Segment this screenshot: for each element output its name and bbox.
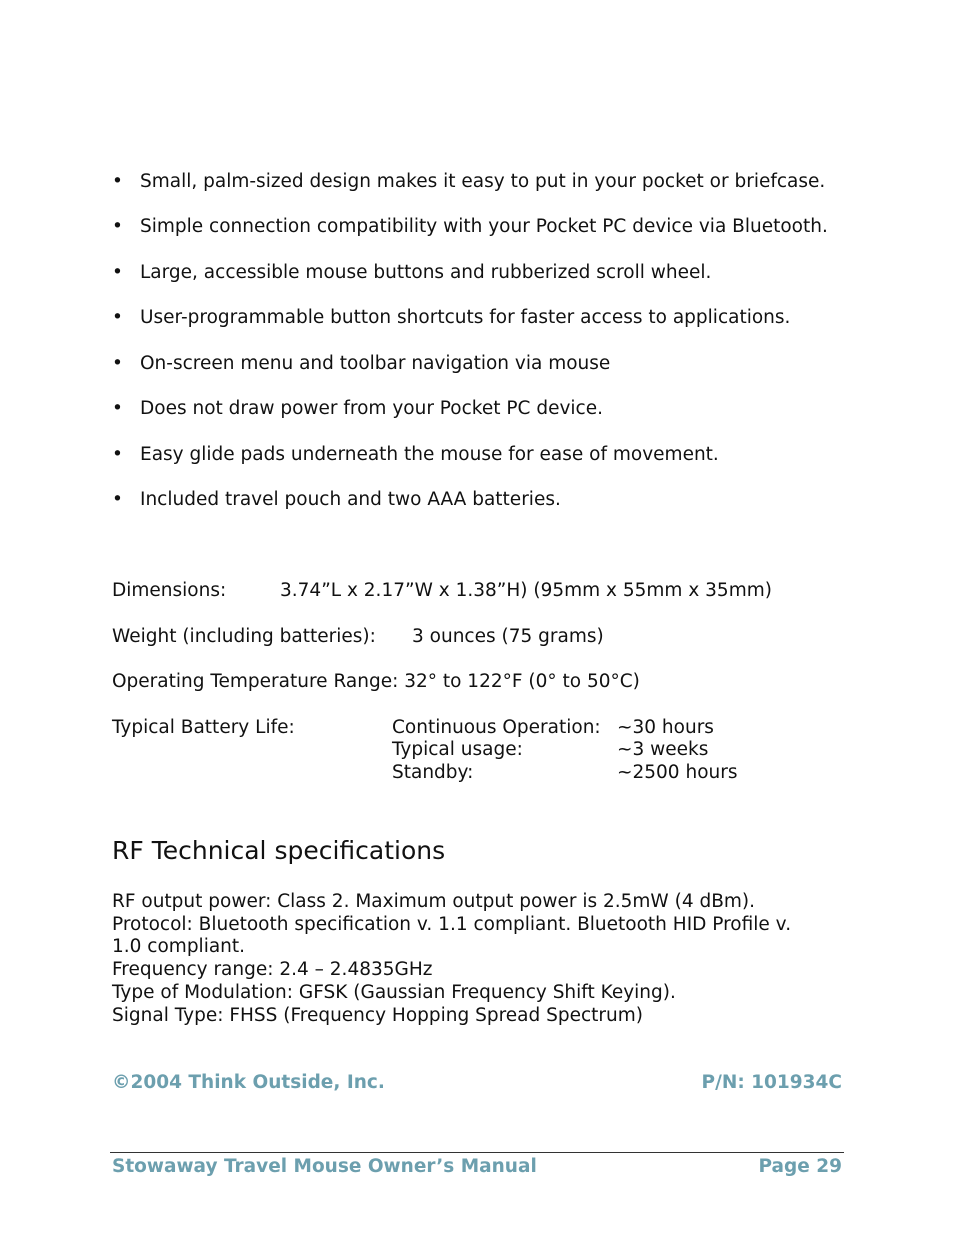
battery-mode: Standby:: [392, 762, 474, 783]
weight-label: Weight (including batteries):: [112, 626, 376, 647]
feature-text: User-programmable button shortcuts for faster access to applications.: [140, 307, 791, 328]
rf-spec-line: Frequency range: 2.4 – 2.4835GHz: [112, 959, 433, 980]
rf-spec-line: Signal Type: FHSS (Frequency Hopping Spread Spectrum): [112, 1005, 643, 1026]
rf-spec-line: Protocol: Bluetooth specification v. 1.1 compliant. Bluetooth HID Profile v.: [112, 914, 792, 935]
feature-text: Small, palm-sized design makes it easy to put in your pocket or briefcase.: [140, 171, 826, 192]
feature-text: Included travel pouch and two AAA batteries.: [140, 489, 561, 510]
bullet-icon: •: [112, 353, 123, 374]
battery-mode: Continuous Operation:: [392, 717, 601, 738]
bullet-icon: •: [112, 398, 123, 419]
dimensions-value: 3.74”L x 2.17”W x 1.38”H) (95mm x 55mm x 35mm): [280, 580, 772, 601]
list-item: [112, 215, 828, 238]
feature-text: Simple connection compatibility with your Pocket PC device via Bluetooth.: [140, 216, 828, 237]
list-item: [112, 261, 711, 284]
bullet-icon: •: [112, 307, 123, 328]
rf-spec-line: RF output power: Class 2. Maximum output power is 2.5mW (4 dBm).: [112, 891, 756, 912]
weight-value: 3 ounces (75 grams): [412, 626, 604, 647]
battery-mode: Typical usage:: [392, 739, 523, 760]
list-item: [112, 170, 825, 193]
bullet-icon: •: [112, 444, 123, 465]
dimensions-label: Dimensions:: [112, 580, 227, 601]
part-number: P/N: 101934C: [701, 1072, 842, 1093]
list-item: [112, 488, 561, 511]
battery-value: ~2500 hours: [617, 762, 738, 783]
list-item: [112, 352, 610, 375]
section-heading: RF Technical specifications: [112, 836, 446, 865]
feature-text: Large, accessible mouse buttons and rubberized scroll wheel.: [140, 262, 712, 283]
list-item: [112, 443, 719, 466]
battery-value: ~3 weeks: [617, 739, 709, 760]
bullet-icon: •: [112, 262, 123, 283]
bullet-icon: •: [112, 171, 123, 192]
list-item: [112, 397, 603, 420]
feature-text: Does not draw power from your Pocket PC device.: [140, 398, 603, 419]
feature-text: On-screen menu and toolbar navigation via mouse: [140, 353, 611, 374]
battery-life-label: Typical Battery Life:: [112, 717, 295, 738]
battery-value: ~30 hours: [617, 717, 714, 738]
list-item: [112, 306, 790, 329]
bullet-icon: •: [112, 216, 123, 237]
rf-spec-line: Type of Modulation: GFSK (Gaussian Frequency Shift Keying).: [112, 982, 676, 1003]
rf-spec-line: 1.0 compliant.: [112, 936, 246, 957]
page-number: Page 29: [758, 1156, 842, 1177]
feature-text: Easy glide pads underneath the mouse for ease of movement.: [140, 444, 719, 465]
copyright-notice: ©2004 Think Outside, Inc.: [112, 1072, 385, 1093]
temperature-range: Operating Temperature Range: 32° to 122°F (0° to 50°C): [112, 671, 640, 692]
footer-divider: [110, 1152, 844, 1153]
bullet-icon: •: [112, 489, 123, 510]
manual-title: Stowaway Travel Mouse Owner’s Manual: [112, 1156, 537, 1177]
